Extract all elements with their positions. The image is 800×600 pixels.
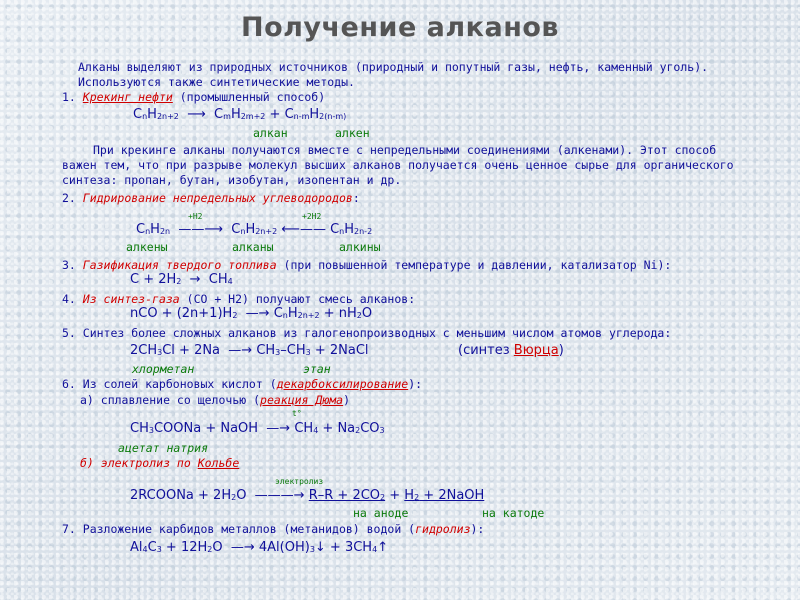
method-2-over-a: +H2: [188, 212, 203, 221]
method-7-heading: 7. Разложение карбидов металлов (метанидов) водой (гидролиз):: [62, 522, 485, 536]
method-5-heading: 5. Синтез более сложных алканов из галогенопроизводных с меньшим числом атомов углерода:: [62, 326, 672, 340]
method-4-equation: nCO + (2n+1)H2 —→ CnH2n+2 + nH2O: [130, 306, 373, 321]
method-6b-heading: б) электролиз по Кольбе: [80, 456, 240, 470]
method-3-equation: C + 2H2 → CH4: [130, 272, 233, 287]
method-2-label-alkynes: алкины: [339, 240, 381, 254]
method-7-name: гидролиз: [415, 522, 471, 536]
method-3-heading: 3. Газификация твердого топлива (при повышенной температуре и давлении, катализатор Ni):: [62, 258, 672, 272]
method-6a-temp: t°: [292, 409, 302, 418]
method-3-name: Газификация твердого топлива: [82, 258, 277, 272]
method-2-heading: 2. Гидрирование непредельных углеводородов:: [62, 191, 360, 205]
method-6b-label-anode: на аноде: [353, 506, 409, 520]
method-1-equation: CnH2n+2 ⟶ CmH2m+2 + Cn-mH2(n-m): [133, 107, 347, 122]
method-1-text-2: важен тем, что при разрыве молекул высших алканов получается очень ценное сырье для органического: [62, 158, 734, 172]
method-2-label-alkenes: алкены: [126, 240, 168, 254]
method-7-equation: Al4C3 + 12H2O —→ 4Al(OH)3↓ + 3CH4↑: [130, 540, 389, 555]
method-6-heading: 6. Из солей карбоновых кислот (декарбоксилирование):: [62, 377, 423, 391]
method-6-name: декарбоксилирование: [276, 377, 409, 391]
method-5-label-ethane: этан: [303, 362, 331, 376]
method-4-heading: 4. Из синтез-газа (CO + H2) получают смесь алканов:: [62, 292, 416, 306]
method-1-label-alkane: алкан: [253, 126, 288, 140]
method-6b-over: электролиз: [275, 477, 324, 486]
method-1-name: Крекинг нефти: [82, 90, 173, 104]
method-2-over-b: +2H2: [302, 212, 322, 221]
method-5-synthesis: (синтез Вюрца): [458, 343, 564, 358]
method-5-label-chloromethane: хлорметан: [132, 362, 195, 376]
method-6a-heading: а) сплавление со щелочью (реакция Дюма): [80, 393, 351, 407]
intro-line-1: Алканы выделяют из природных источников (природный и попутный газы, нефть, каменный уголь).: [78, 60, 709, 74]
method-4-name: Из синтез-газа: [82, 292, 180, 306]
method-6a-equation: CH3COONa + NaOH —→ CH4 + Na2CO3: [130, 421, 385, 436]
method-5-equation: 2CH3Cl + 2Na —→ CH3–CH3 + 2NaCl: [130, 343, 369, 358]
method-6a-label: ацетат натрия: [118, 441, 209, 455]
method-2-equation: CnH2n ——⟶ CnH2n+2 ⟵—— CnH2n-2: [136, 222, 373, 237]
method-2-label-alkanes: алканы: [232, 240, 274, 254]
method-2-name: Гидрирование непредельных углеводородов: [82, 191, 353, 205]
method-1-text-3: синтеза: пропан, бутан, изобутан, изопентан и др.: [62, 173, 402, 187]
intro-line-2: Используются также синтетические методы.: [78, 75, 355, 89]
method-6b-label-cathode: на катоде: [482, 506, 545, 520]
method-1-label-alkene: алкен: [335, 126, 370, 140]
page-title: Получение алканов: [241, 12, 559, 43]
method-1-text-1: При крекинге алканы получаются вместе с непредельными соединениями (алкенами). Этот способ: [93, 143, 717, 157]
dumas-link[interactable]: реакция Дюма: [260, 393, 344, 407]
wurtz-link[interactable]: Вюрца: [513, 343, 559, 358]
kolbe-link[interactable]: Кольбе: [197, 456, 240, 470]
method-6b-equation: 2RCOONa + 2H2O ———→ R–R + 2CO2 + H2 + 2NaOH: [130, 488, 485, 503]
method-1-heading: 1. Крекинг нефти (промышленный способ): [62, 90, 326, 104]
